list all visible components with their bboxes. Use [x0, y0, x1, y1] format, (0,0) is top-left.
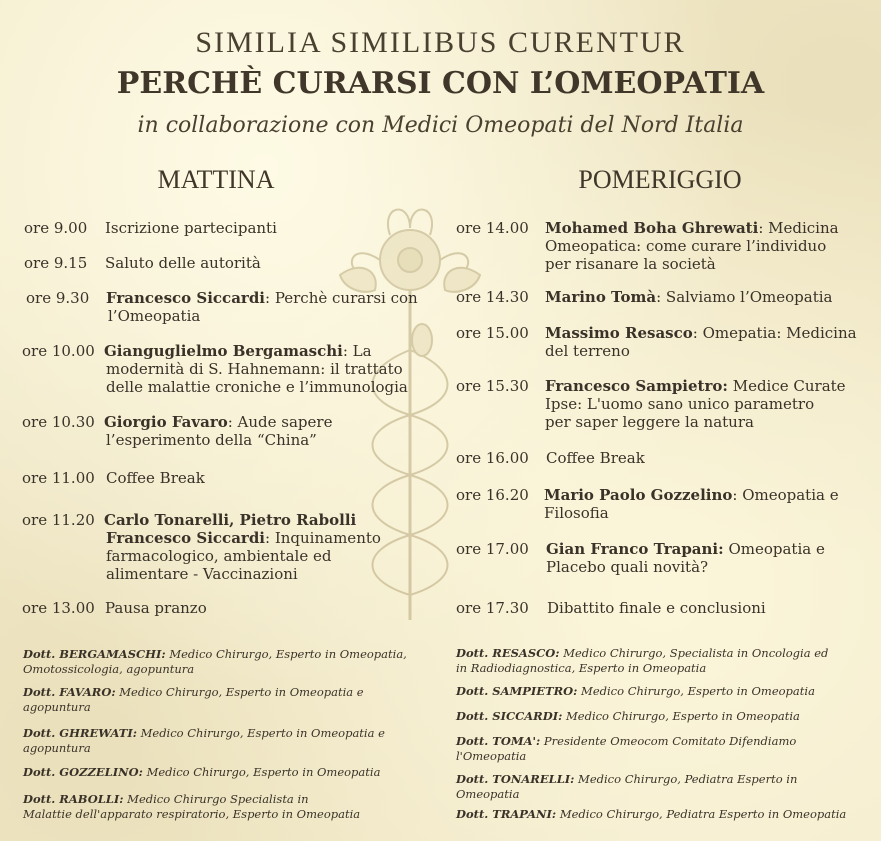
- doctor-bio: Dott. BERGAMASCHI: Medico Chirurgo, Esperto in Omeopatia, Omotossicologia, agopuntura: [23, 647, 407, 676]
- subtitle: in collaborazione con Medici Omeopati del Nord Italia: [137, 113, 744, 138]
- rose-caduceus-emblem: [330, 200, 490, 630]
- pomeriggio-heading: POMERIGGIO: [578, 165, 742, 194]
- doctor-bio: Dott. TOMA': Presidente Omeocom Comitato Difendiamo l'Omeopatia: [456, 734, 797, 763]
- doctor-bio: Dott. GOZZELINO: Medico Chirurgo, Esperto in Omeopatia: [23, 765, 381, 779]
- doctor-bio: Dott. SAMPIETRO: Medico Chirurgo, Esperto in Omeopatia: [456, 684, 815, 698]
- mattina-heading: MATTINA: [157, 165, 275, 194]
- motto: SIMILIA SIMILIBUS CURENTUR: [195, 26, 686, 59]
- doctor-bio: Dott. TONARELLI: Medico Chirurgo, Pediatra Esperto in Omeopatia: [456, 772, 798, 801]
- doctor-bio: Dott. RESASCO: Medico Chirurgo, Specialista in Oncologia ed in Radiodiagnostica, Esperto in Omeopatia: [456, 646, 829, 675]
- doctor-bio: Dott. TRAPANI: Medico Chirurgo, Pediatra Esperto in Omeopatia: [456, 807, 847, 821]
- page-title: PERCHÈ CURARSI CON L’OMEOPATIA: [116, 66, 765, 101]
- doctor-bio: Dott. RABOLLI: Medico Chirurgo Specialista in Malattie dell'apparato respiratorio, Esperto in Omeopatia: [23, 792, 361, 821]
- doctor-bio: Dott. GHREWATI: Medico Chirurgo, Esperto in Omeopatia e agopuntura: [23, 726, 385, 755]
- doctor-bio: Dott. FAVARO: Medico Chirurgo, Esperto in Omeopatia e agopuntura: [23, 685, 364, 714]
- doctor-bio: Dott. SICCARDI: Medico Chirurgo, Esperto in Omeopatia: [456, 709, 800, 723]
